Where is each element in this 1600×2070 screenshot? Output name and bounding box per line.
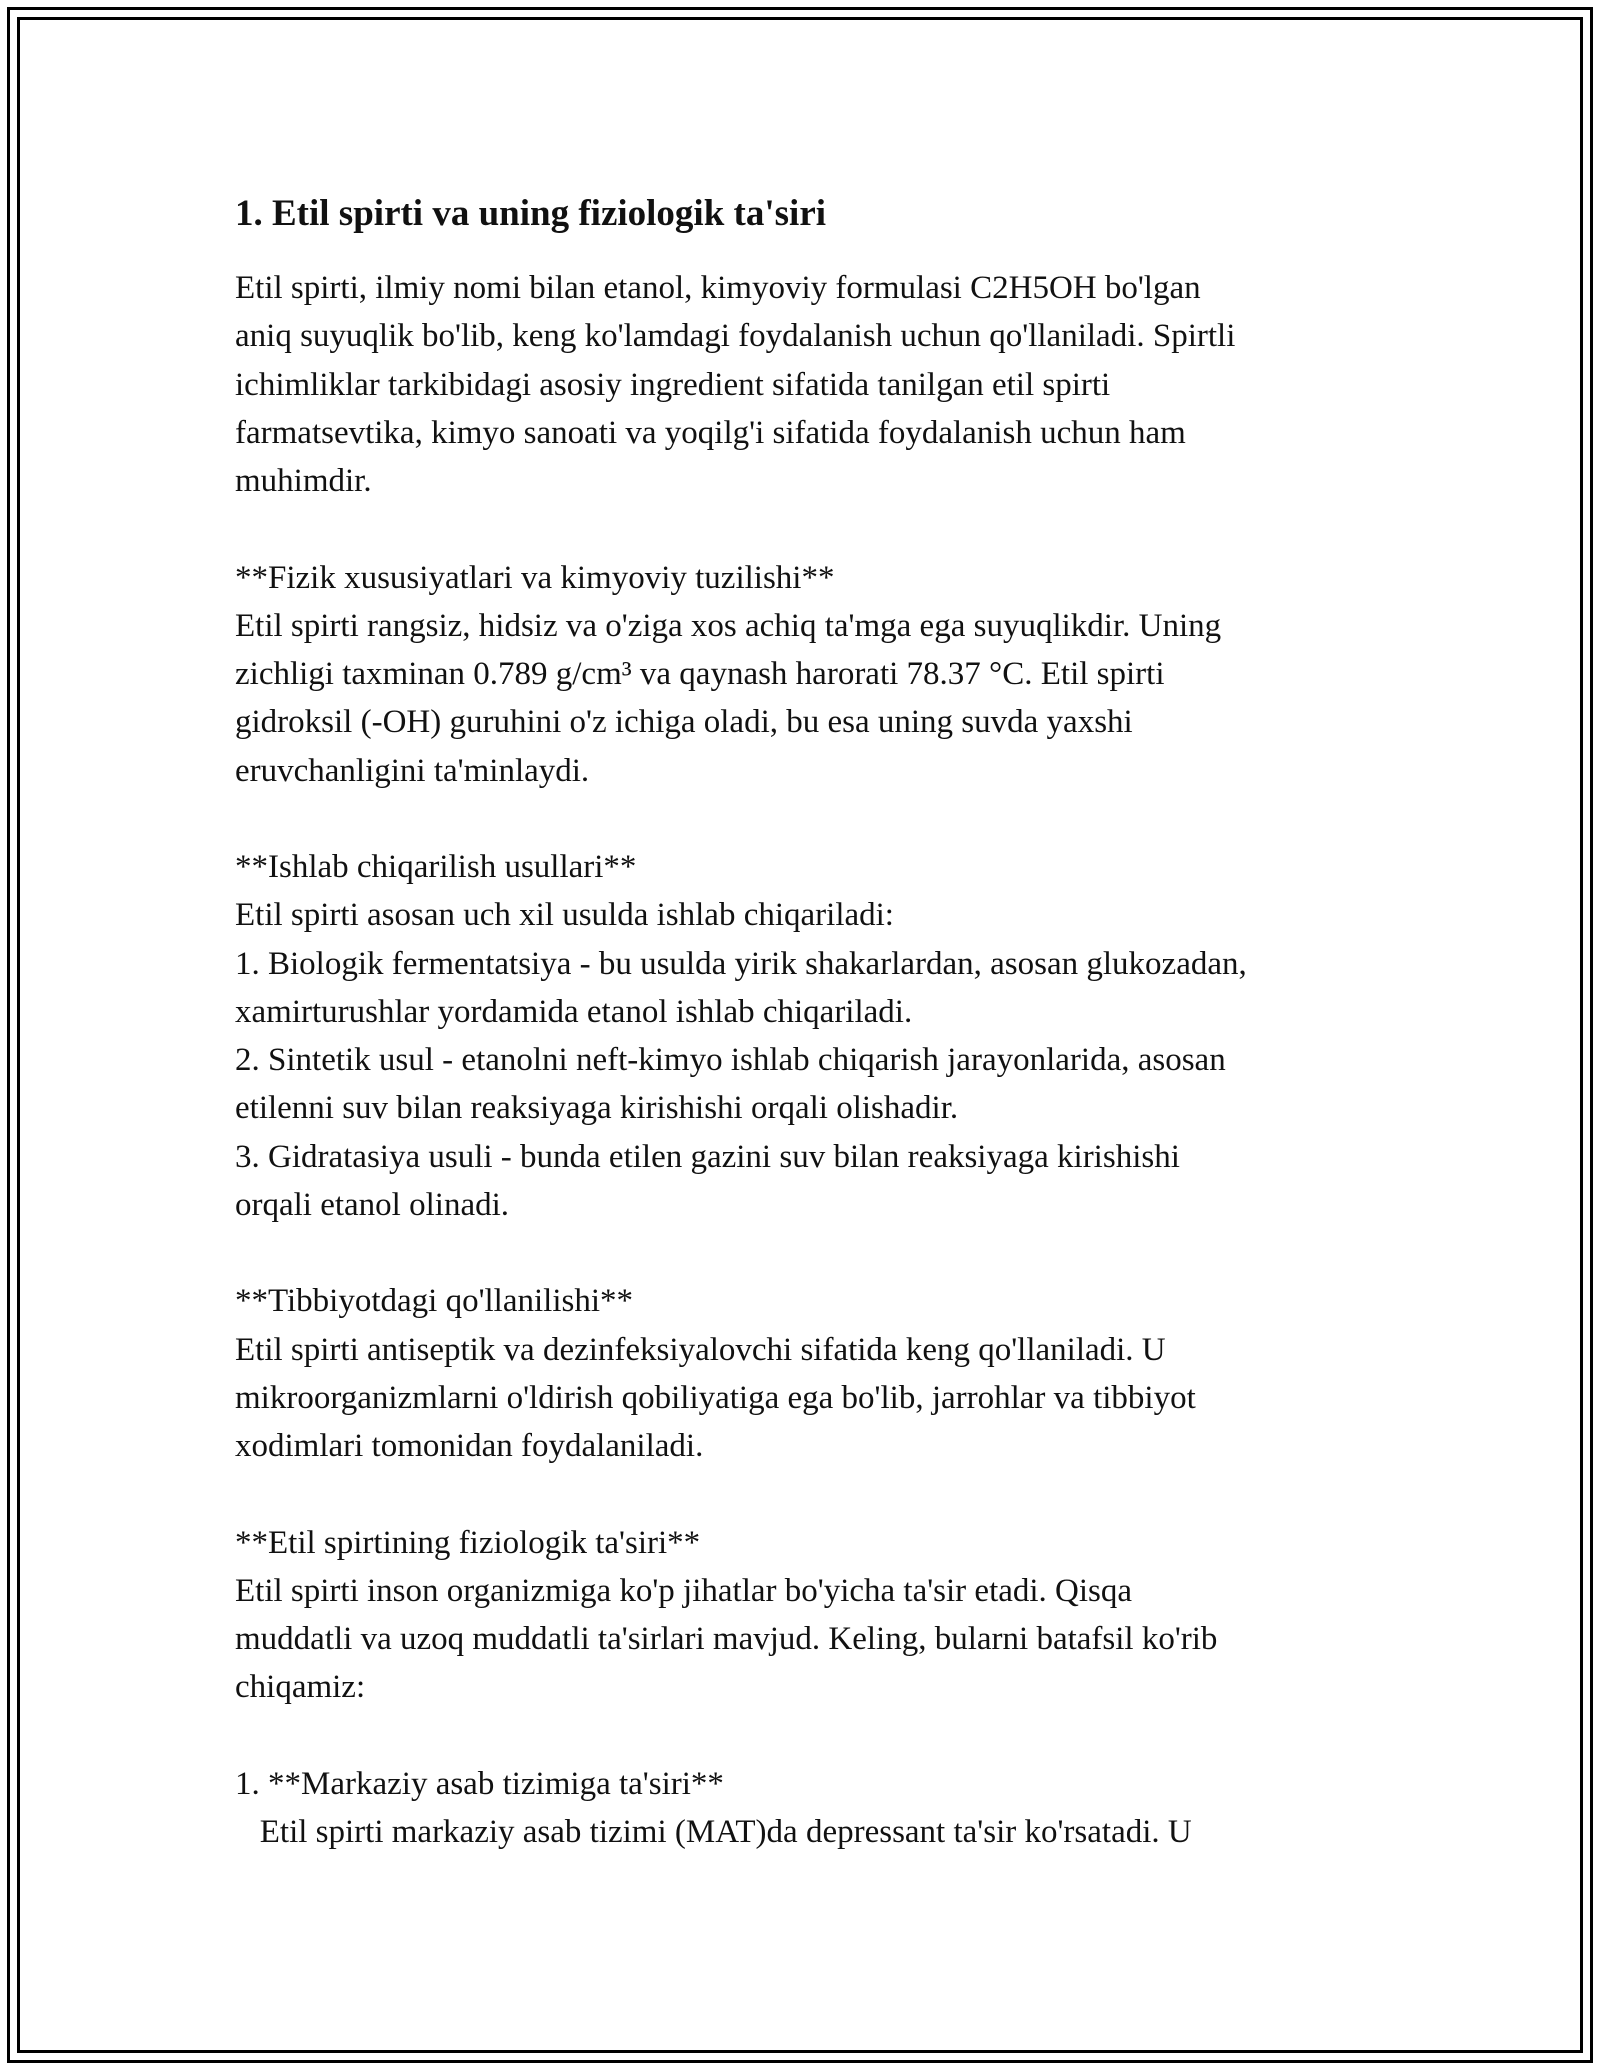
paragraph: **Ishlab chiqarilish usullari** Etil spirti asosan uch xil usulda ishlab chiqariladi: 1. Biologik fermentatsiya - bu usulda yirik shakarlardan, asosan glukozadan, xamirturushlar yordamida etanol ishlab chiqariladi. 2. Sintetik usul - etanolni neft-kimyo ishlab chiqarish jarayonlarida, asosan etilenni suv bilan reaksiyaga kirishishi orqali olishadir. 3. Gidratasiya usuli - bunda etilen gazini suv bilan reaksiyaga kirishishi orqali etanol olinadi.: [235, 849, 1247, 1223]
paragraph: 1. **Markaziy asab tizimiga ta'siri** Etil spirti markaziy asab tizimi (MAT)da depressant ta'sir ko'rsatadi. U: [235, 1765, 1192, 1850]
document-content: [235, 188, 1375, 1856]
document-body: [235, 264, 1375, 1856]
section-heading: 1. Etil spirti va uning fiziologik ta'siri: [235, 193, 827, 234]
paragraph: **Tibbiyotdagi qo'llanilishi** Etil spirti antiseptik va dezinfeksiyalovchi sifatida keng qo'llaniladi. U mikroorganizmlarni o'ldirish qobiliyatiga ega bo'lib, jarrohlar va tibbiyot xodimlari tomonidan foydalaniladi.: [235, 1283, 1196, 1464]
paragraph: Etil spirti, ilmiy nomi bilan etanol, kimyoviy formulasi C2H5OH bo'lgan aniq suyuqlik bo'lib, keng ko'lamdagi foydalanish uchun qo'llaniladi. Spirtli ichimliklar tarkibidagi asosiy ingredient sifatida tanilgan etil spirti farmatsevtika, kimyo sanoati va yoqilg'i sifatida foydalanish uchun ham muhimdir.: [235, 270, 1236, 499]
paragraph: **Etil spirtining fiziologik ta'siri** Etil spirti inson organizmiga ko'p jihatlar bo'yicha ta'sir etadi. Qisqa muddatli va uzoq muddatli ta'sirlari mavjud. Keling, bularni batafsil ko'rib chiqamiz:: [235, 1524, 1218, 1706]
paragraph: **Fizik xususiyatlari va kimyoviy tuzilishi** Etil spirti rangsiz, hidsiz va o'ziga xos achiq ta'mga ega suyuqlikdir. Uning zichligi taxminan 0.789 g/cm³ va qaynash harorati 78.37 °C. Etil spirti gidroksil (-OH) guruhini o'z ichiga oladi, bu esa uning suvda yaxshi eruvchanligini ta'minlaydi.: [235, 559, 1222, 789]
